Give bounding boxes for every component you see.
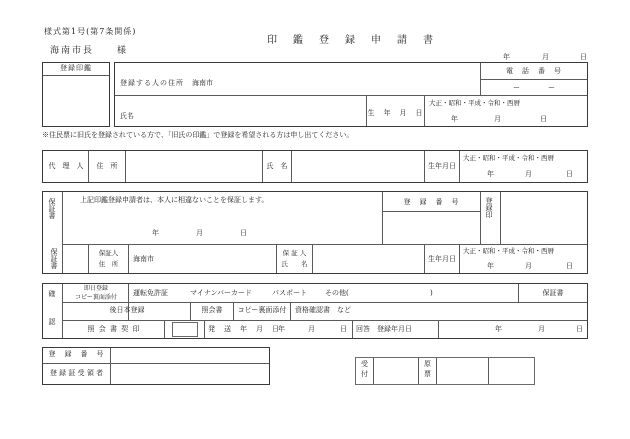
reg-seal-field-divider <box>500 192 501 244</box>
footer-reg-number-label: 登 録 番 号 <box>48 350 105 358</box>
ledger-label-1: 原 <box>424 360 431 368</box>
ledger-label-2: 票 <box>424 370 431 378</box>
send-date-label: 発 送 年 月 日 <box>208 325 280 333</box>
ledger-label-divider <box>436 358 437 384</box>
guarantor-address-label-1: 保証人 <box>98 249 119 257</box>
birth-label-right-divider <box>424 96 425 126</box>
same-day-label-2: コピー裏面添付 <box>75 294 117 301</box>
seal-box-divider <box>43 75 109 76</box>
applicant-birth-year: 年 <box>451 115 458 123</box>
guarantee-date-month: 月 <box>196 229 203 237</box>
form-number: 様式第1号(第7条関係) <box>44 27 137 36</box>
reception-label-2: 付 <box>361 370 368 378</box>
header-date-day: 日 <box>580 53 587 61</box>
agent-address-label: 住 所 <box>96 162 118 170</box>
guarantor-birth-field-divider <box>459 245 460 273</box>
addressee-honorific: 様 <box>117 46 127 56</box>
send-date-month: 月 <box>308 325 315 333</box>
agent-name-label: 氏 名 <box>266 162 288 170</box>
applicant-birth-label: 生 年 月 日 <box>367 109 424 117</box>
seal-box-label: 登録印鑑 <box>60 64 92 72</box>
id-option-passport[interactable]: パスポート <box>272 289 307 297</box>
guarantee-date-day: 日 <box>240 229 247 237</box>
guarantee-reg-seal-label: 登録印 <box>485 197 494 218</box>
phone-value: ー ー <box>513 84 555 92</box>
guarantee-vertical-label-2: 保証書 <box>50 248 59 269</box>
later-registration-label: 後日本登録 <box>109 306 145 314</box>
guarantor-eras: 大正・昭和・平成・令和・西暦 <box>463 247 554 255</box>
guarantee-statement: 上記印鑑登録申請者は、本人に相違ないことを保証します。 <box>80 196 269 204</box>
agent-eras: 大正・昭和・平成・令和・西暦 <box>463 154 554 162</box>
reply-date-day: 日 <box>576 325 583 333</box>
inquiry-seal-label: 照 会 書 契 印 <box>87 325 141 333</box>
guarantee-date-year: 年 <box>152 229 159 237</box>
guarantor-address-field-divider <box>128 245 129 273</box>
confirmation-row2-divider <box>63 320 587 321</box>
applicant-row-divider <box>115 95 587 96</box>
page-title: 印 鑑 登 録 申 請 書 <box>267 35 436 46</box>
reply-date-year: 年 <box>495 325 502 333</box>
confirmation-row3-col3-divider <box>352 320 353 338</box>
confirmation-row2-col4-divider <box>290 302 291 320</box>
confirmation-vertical-label-1: 確 <box>48 290 57 297</box>
footer-left-row-divider <box>43 363 269 364</box>
confirmation-row3-col4-divider <box>438 320 439 338</box>
applicant-eras: 大正・昭和・平成・令和・西暦 <box>429 99 520 107</box>
reception-label-divider <box>373 358 374 384</box>
notice-text: ※住民票に旧氏を登録されている方で、「旧氏の印鑑」で登録を希望される方は申し出てください。 <box>42 131 354 139</box>
copy-backside-label[interactable]: コピー裏面添付 <box>237 306 287 314</box>
footer-right-table <box>355 357 535 385</box>
send-date-year: 年 <box>278 325 285 333</box>
guarantor-birth-day: 日 <box>566 262 573 270</box>
ledger-field-divider <box>488 358 489 384</box>
addressee: 海南市長 <box>50 46 95 56</box>
guarantee-bottom-row-divider <box>63 244 587 245</box>
guarantee-vertical-label: 保証書 <box>48 198 57 219</box>
confirmation-col1-divider <box>128 284 129 320</box>
applicant-address-label: 登録する人の住所 <box>120 79 184 87</box>
applicant-birth-month: 月 <box>494 115 501 123</box>
reply-date-label: 回答 登録年月日 <box>356 325 412 333</box>
confirmation-row3-col1-divider <box>164 320 165 338</box>
header-date-month: 月 <box>542 53 549 61</box>
reg-seal-divider <box>480 192 481 244</box>
guarantor-name-label-2: 氏 名 <box>281 260 308 268</box>
id-option-mynumber-card[interactable]: マイナンバーカード <box>190 289 252 297</box>
guarantee-reg-number-label: 登 録 番 号 <box>403 198 460 206</box>
reception-label-1: 受 <box>361 360 368 368</box>
phone-label-divider <box>481 79 587 80</box>
guarantor-birth-label: 生年月日 <box>428 255 456 263</box>
agent-birth-label: 生年月日 <box>428 162 456 170</box>
agent-address-divider <box>125 151 126 182</box>
applicant-name-label: 氏名 <box>120 112 134 120</box>
header-date-year: 年 <box>503 53 510 61</box>
agent-label: 代 理 人 <box>48 162 84 170</box>
inquiry-seal-box[interactable] <box>172 322 198 337</box>
confirmation-row1-divider <box>63 302 587 303</box>
phone-label: 電 話 番 号 <box>506 67 562 75</box>
footer-receiver-label: 登 録 証 受 領 者 <box>49 369 104 377</box>
confirmation-vertical-label-2: 認 <box>48 318 57 325</box>
agent-birth-month: 月 <box>525 170 532 178</box>
footer-left-col-divider <box>110 348 111 384</box>
send-date-day: 日 <box>340 325 347 333</box>
applicant-address-value: 海南市 <box>192 79 213 87</box>
guarantee-doc-label[interactable]: 保証書 <box>542 289 564 297</box>
guarantor-address-label-2: 住 所 <box>98 260 119 268</box>
id-option-drivers-license[interactable]: 運転免許証 <box>133 289 168 297</box>
reply-date-month: 月 <box>538 325 545 333</box>
id-option-other-label[interactable]: その他( <box>325 289 349 297</box>
guarantor-birth-year: 年 <box>487 262 494 270</box>
agent-name-field-divider <box>291 151 292 182</box>
agent-birth-day: 日 <box>566 170 573 178</box>
guarantor-address-value: 海南市 <box>133 255 154 263</box>
guarantor-name-field-divider <box>312 245 313 273</box>
reg-number-label-divider <box>383 211 480 212</box>
inquiry-doc-label[interactable]: 照会書 <box>201 306 223 314</box>
agent-birth-year: 年 <box>487 170 494 178</box>
same-day-label-1: 即日登録 <box>83 285 108 292</box>
agent-birth-field-divider <box>459 151 460 182</box>
id-option-other-close: ) <box>430 289 433 297</box>
confirmation-row3-col2-divider <box>204 320 205 338</box>
guarantor-birth-month: 月 <box>525 262 532 270</box>
applicant-birth-day: 日 <box>540 115 547 123</box>
confirmation-label-col-divider <box>62 284 63 338</box>
qualification-doc-label[interactable]: 資格確認書 など <box>295 306 351 314</box>
guarantee-label-col-divider <box>62 192 63 273</box>
guarantor-name-label-1: 保 証 人 <box>282 249 307 257</box>
